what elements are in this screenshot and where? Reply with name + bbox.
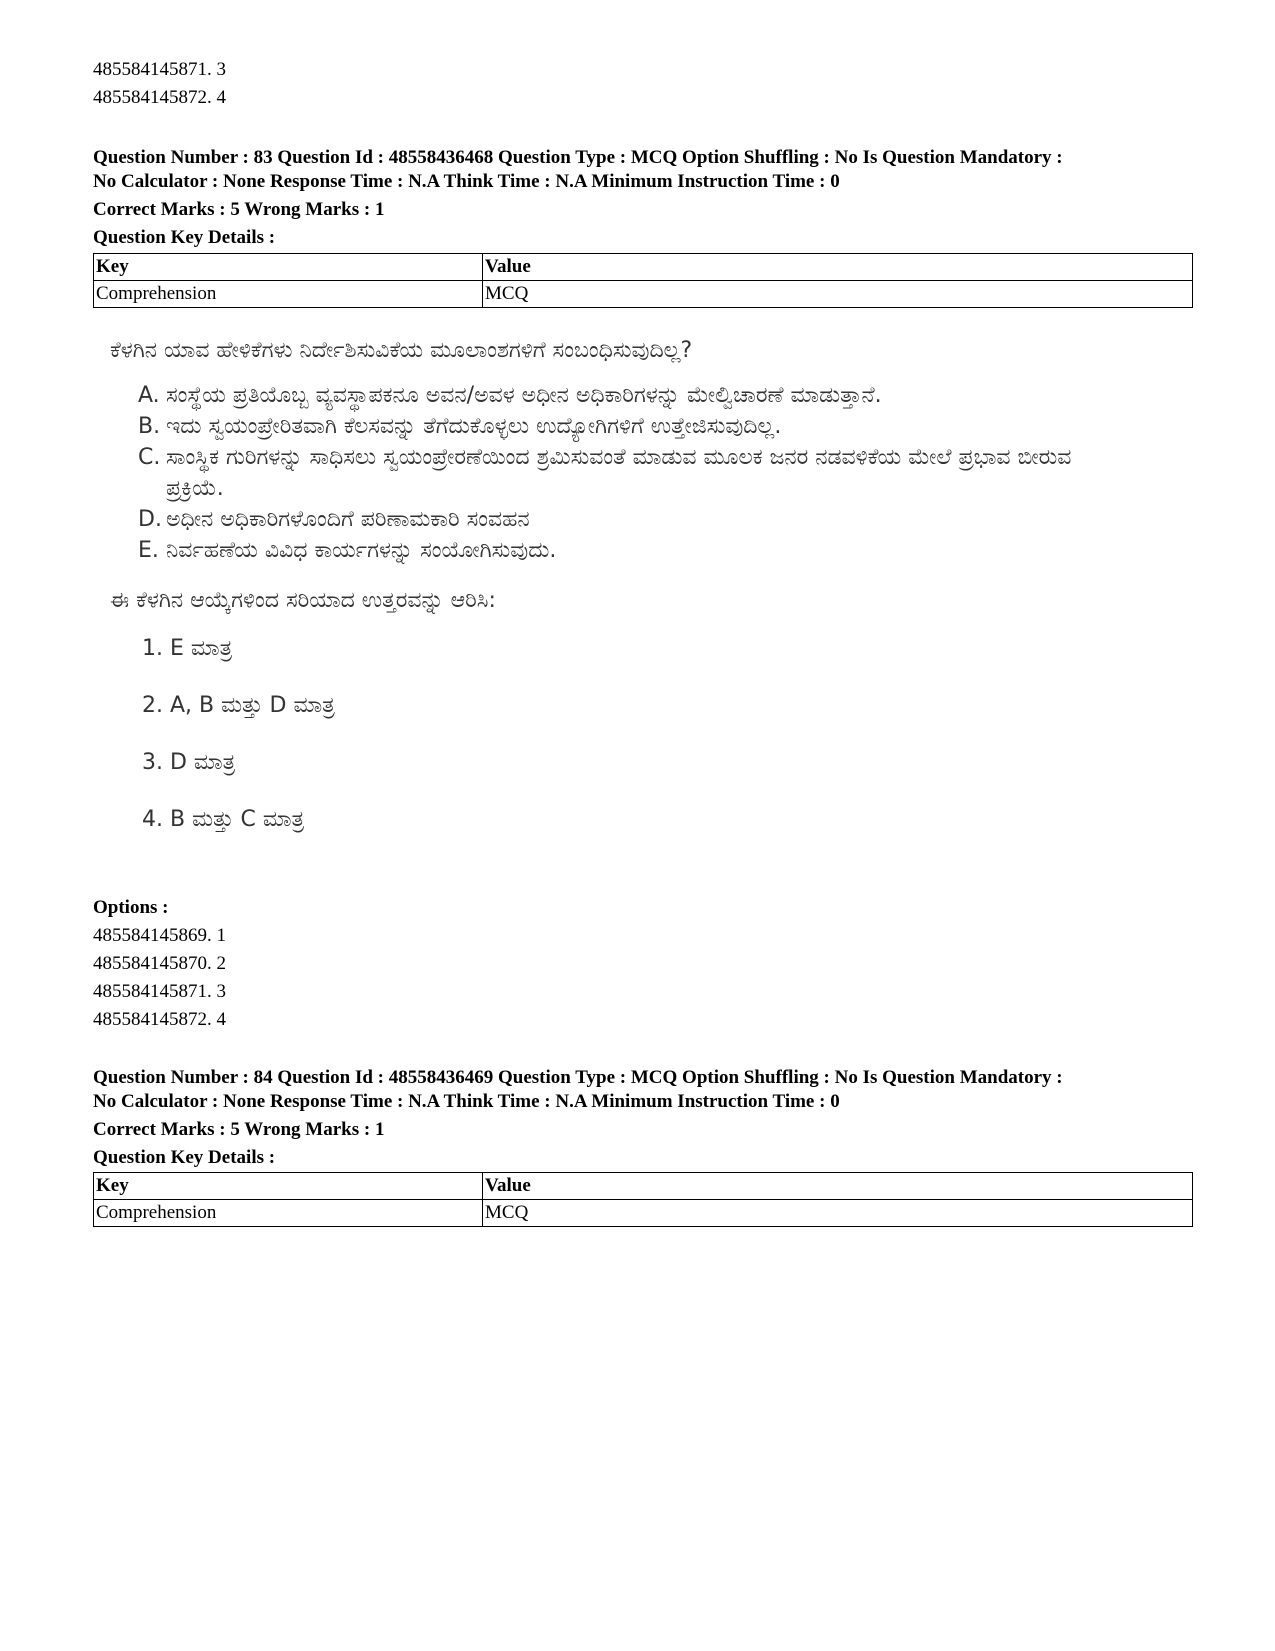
options-label: Options : bbox=[93, 897, 169, 918]
table-header-key: Key bbox=[94, 254, 483, 281]
table-header-value: Value bbox=[483, 254, 1193, 281]
option-line: 485584145869. 1 bbox=[93, 925, 226, 946]
question-key-table bbox=[93, 253, 1193, 308]
statement-label: E. bbox=[138, 538, 159, 563]
statement-text: ನಿರ್ವಹಣೆಯ ವಿವಿಧ ಕಾರ್ಯಗಳನ್ನು ಸಂಯೋಗಿಸುವುದು. bbox=[166, 538, 557, 563]
option-line: 485584145872. 4 bbox=[93, 87, 226, 108]
question-prompt: ಈ ಕೆಳಗಿನ ಆಯ್ಕೆಗಳಿಂದ ಸರಿಯಾದ ಉತ್ತರವನ್ನು ಆರಿಸಿ: bbox=[110, 588, 496, 613]
option-line: 485584145870. 2 bbox=[93, 953, 226, 974]
choice-item: 4. B ಮತ್ತು C ಮಾತ್ರ bbox=[142, 807, 305, 832]
statement-text: ಇದು ಸ್ವಯಂಪ್ರೇರಿತವಾಗಿ ಕೆಲಸವನ್ನು ತೆಗೆದುಕೊಳ್ಳಲು ಉದ್ಯೋಗಿಗಳಿಗೆ ಉತ್ತೇಜಿಸುವುದಿಲ್ಲ. bbox=[166, 414, 782, 439]
statement-label: D. bbox=[138, 507, 162, 532]
question-meta-line1: Question Number : 84 Question Id : 48558436469 Question Type : MCQ Option Shuffling : No Is Question Mandatory : bbox=[93, 1067, 1063, 1088]
table-cell-key: Comprehension bbox=[94, 1200, 483, 1227]
question-key-table bbox=[93, 1172, 1193, 1227]
table-cell-value: MCQ bbox=[483, 1200, 1193, 1227]
previous-options bbox=[93, 56, 226, 112]
statement-item bbox=[138, 442, 1130, 504]
choice-item: 1. E ಮಾತ್ರ bbox=[142, 636, 233, 661]
table-row bbox=[94, 1200, 1193, 1227]
statement-item bbox=[138, 504, 1130, 535]
question-83-header bbox=[93, 146, 1063, 252]
statement-label: C. bbox=[138, 445, 161, 470]
option-line: 485584145871. 3 bbox=[93, 981, 226, 1002]
option-line: 485584145872. 4 bbox=[93, 1009, 226, 1030]
option-line: 485584145871. 3 bbox=[93, 59, 226, 80]
question-stem: ಕೆಳಗಿನ ಯಾವ ಹೇಳಿಕೆಗಳು ನಿರ್ದೇಶಿಸುವಿಕೆಯ ಮೂಲಾಂಶಗಳಿಗೆ ಸಂಬಂಧಿಸುವುದಿಲ್ಲ? bbox=[110, 338, 693, 363]
question-key-details-label: Question Key Details : bbox=[93, 1147, 276, 1168]
statement-item bbox=[138, 411, 1130, 442]
question-meta-line2: No Calculator : None Response Time : N.A Think Time : N.A Minimum Instruction Time : 0 bbox=[93, 171, 840, 192]
question-marks: Correct Marks : 5 Wrong Marks : 1 bbox=[93, 199, 385, 220]
question-84-header bbox=[93, 1066, 1063, 1172]
choice-list bbox=[142, 634, 1130, 862]
table-cell-key: Comprehension bbox=[94, 281, 483, 308]
statement-item bbox=[138, 535, 1130, 566]
statement-text: ಅಧೀನ ಅಧಿಕಾರಿಗಳೊಂದಿಗೆ ಪರಿಣಾಮಕಾರಿ ಸಂವಹನ bbox=[166, 507, 530, 532]
table-header-key: Key bbox=[94, 1173, 483, 1200]
question-meta-line1: Question Number : 83 Question Id : 48558436468 Question Type : MCQ Option Shuffling : No Is Question Mandatory : bbox=[93, 147, 1063, 168]
question-image bbox=[110, 334, 1130, 862]
statement-text: ಸಾಂಸ್ಥಿಕ ಗುರಿಗಳನ್ನು ಸಾಧಿಸಲು ಸ್ವಯಂಪ್ರೇರಣೆಯಿಂದ ಶ್ರಮಿಸುವಂತೆ ಮಾಡುವ ಮೂಲಕ ಜನರ ನಡವಳಿಕೆಯ ಮೇಲೆ ಪ್ರಭಾವ ಬೀರುವ ಪ್ರಕ್ರಿಯೆ. bbox=[166, 445, 1072, 501]
table-header-value: Value bbox=[483, 1173, 1193, 1200]
statement-item bbox=[138, 380, 1130, 411]
statement-label: B. bbox=[138, 414, 161, 439]
table-header-row bbox=[94, 1173, 1193, 1200]
question-key-details-label: Question Key Details : bbox=[93, 227, 276, 248]
table-row bbox=[94, 281, 1193, 308]
choice-item: 3. D ಮಾತ್ರ bbox=[142, 750, 236, 775]
question-83-options bbox=[93, 894, 226, 1034]
choice-item: 2. A, B ಮತ್ತು D ಮಾತ್ರ bbox=[142, 693, 335, 718]
statement-label: A. bbox=[138, 383, 160, 408]
table-cell-value: MCQ bbox=[483, 281, 1193, 308]
statement-list bbox=[138, 380, 1130, 566]
question-meta-line2: No Calculator : None Response Time : N.A Think Time : N.A Minimum Instruction Time : 0 bbox=[93, 1091, 840, 1112]
question-marks: Correct Marks : 5 Wrong Marks : 1 bbox=[93, 1119, 385, 1140]
statement-text: ಸಂಸ್ಥೆಯ ಪ್ರತಿಯೊಬ್ಬ ವ್ಯವಸ್ಥಾಪಕನೂ ಅವನ/ಅವಳ ಅಧೀನ ಅಧಿಕಾರಿಗಳನ್ನು ಮೇಲ್ವಿಚಾರಣೆ ಮಾಡುತ್ತಾನೆ. bbox=[166, 383, 882, 408]
table-header-row bbox=[94, 254, 1193, 281]
